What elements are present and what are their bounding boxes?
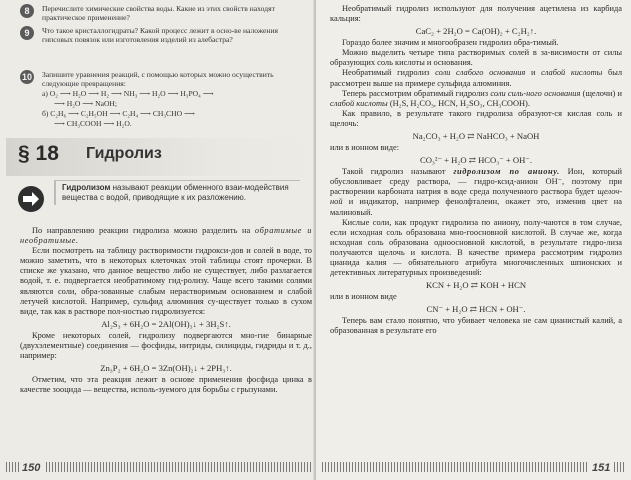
arrow-right-icon — [18, 186, 44, 212]
equation: CN⁻ + H₂O ⇄ HCN + OH⁻. — [426, 304, 526, 315]
question-number-badge: 10 — [21, 72, 32, 82]
paragraph: или в ионном виде: — [330, 143, 400, 153]
question-number-badge: 9 — [20, 26, 34, 40]
question-text: Запишите уравнения реакций, с помощью которых можно осуществить следующие превращения: — [42, 70, 274, 89]
emphasis-text: слабой кислоты — [330, 98, 388, 108]
question-8 — [20, 4, 310, 23]
definition-box — [18, 178, 308, 222]
paragraph — [330, 89, 622, 109]
reaction-chain-line: б) C₂H₆ ⟶ C₂H₅OH ⟶ C₂H₄ ⟶ CH₃CHO ⟶ — [42, 108, 195, 118]
definition-body: называют реакции обменного взаи-модействия вещества с водой, приводящие к их разложению. — [62, 183, 289, 202]
reaction-chain-line: а) O₂ ⟶ H₂O ⟶ H₂ ⟶ NH₃ ⟶ H₂O ⟶ H₃PO₄ ⟶ — [42, 88, 214, 98]
reaction-chain-line: ⟶ CH₃COOH ⟶ H₂O. — [54, 118, 132, 128]
paragraph — [330, 68, 622, 88]
equation: CaC₂ + 2H₂O = Ca(OH)₂ + C₂H₂↑. — [415, 26, 537, 37]
emphasis-text: соли силь-ного основания — [490, 88, 581, 98]
paragraph-text: Такой гидролиз называют — [342, 167, 446, 177]
definition-term: Гидролизом — [62, 183, 111, 192]
paragraph: Кислые соли, как продукт гидролиза по аниону, полу-чаются в том случае, если исходная соль образована мно-гоосновной кислотой. В случае же, когда исходная соль образована одноосновной кислотой, в результате гидро-лиза получаются щелочь и кислота. В качестве примера рассмотрим гидролиз цианида калия — обязательного атрибута многочисленных шпионских и детективных литературных произведений: — [330, 217, 622, 278]
footer-hatch — [322, 462, 588, 472]
section-title: Гидролиз — [86, 145, 162, 162]
paragraph-text: (H₂S, H₂CO₃, HCN, H₂SO₃, CH₃COOH). — [389, 98, 530, 108]
paragraph: Если посмотреть на таблицу растворимости гидрокси-дов и солей в воде, то можно заметить, что в некоторых клеточках этой таблицы стоят прочерки. В списке же указано, что данное вещество либо не существует, либо разлагается водой, т. е. подвергается необратимому гид-ролизу. Чаще всего такими солями являются соли, обра-зованные слабым нерастворимым основанием и слабой летучей кислотой. Например, сульфид алюминия су-ществует только в сухом виде, так как в растворе пол-ностью гидролизуется: — [20, 246, 312, 316]
paragraph: Необратимый гидролиз используют для получения ацетилена из карбида кальция: — [330, 4, 622, 24]
page-number: 151 — [592, 462, 611, 474]
paragraph: Как правило, в результате такого гидролиза образуют-ся кислая соль и щелочь: — [330, 108, 622, 128]
paragraph-text: Ион, который обусловливает среду раствора, — гидро-ксид-анион OH⁻, поэтому при растворении карбоната натрия в воде среда полученного раствора будет — [330, 167, 623, 197]
definition-text — [54, 180, 300, 205]
emphasis-text: обратимые и необратимые. — [20, 226, 313, 246]
paragraph — [330, 167, 622, 217]
emphasis-text: слабой кислоты — [541, 68, 603, 78]
right-body-text — [330, 4, 622, 336]
paragraph: Теперь вам стало понятно, что убивает человека не сам цианистый калий, а образованная в результате его — [330, 316, 622, 336]
question-10 — [20, 70, 310, 129]
question-text: Что такое кристаллогидраты? Какой процесс лежит в осно-ве наложения гипсовых повязок или изготовления изделий из алебастра? — [42, 26, 279, 45]
page-corner-hatch — [6, 462, 20, 472]
right-page — [316, 0, 631, 480]
equation: Zn₃P₂ + 6H₂O = 3Zn(OH)₂↓ + 2PH₃↑. — [100, 363, 232, 374]
paragraph-text: был рассмотрен выше на примере сульфида алюминия. — [330, 68, 623, 88]
paragraph-text: и индикатор, например фенолфталеин, окажет это, изменив цвет на малиновый. — [330, 197, 622, 217]
equation: CO₃²⁻ + H₂O ⇄ HCO₃⁻ + OH⁻. — [419, 155, 532, 166]
paragraph-text: По направлению реакции гидролиза можно разделить на — [32, 226, 251, 235]
emphasis-text: соли слабого основания — [435, 68, 526, 78]
paragraph-text: (щелочи) и — [582, 88, 622, 98]
question-9 — [20, 26, 310, 45]
section-number: § 18 — [18, 142, 59, 165]
footer-hatch — [46, 462, 312, 472]
paragraph-text: Теперь рассмотрим обратимый гидролиз — [342, 88, 489, 98]
question-number-badge: 8 — [20, 4, 34, 18]
paragraph: Гораздо более значим и многообразен гидролиз обра-тимый. — [342, 38, 559, 48]
emphasis-text: щелоч-ной — [330, 187, 623, 207]
paragraph-text: и — [530, 68, 536, 78]
paragraph: Кроме некоторых солей, гидролизу подвергаются мно-гие бинарные (двухэлементные) соединения — фосфиды, нитриды, силициды, гидриды и т. д., например: — [20, 330, 312, 361]
paragraph — [20, 226, 312, 246]
equation: Na₂CO₃ + H₂O ⇄ NaHCO₃ + NaOH — [412, 131, 540, 142]
left-body-text — [20, 226, 312, 395]
paragraph: или в ионном виде — [330, 292, 397, 302]
section-header — [6, 138, 312, 176]
reaction-chain-line: ⟶ H₂O ⟶ NaOH; — [54, 98, 118, 108]
paragraph: Можно выделить четыре типа растворимых солей в за-висимости от силы образующих соль кислоты и основания. — [330, 48, 622, 68]
page-number: 150 — [22, 462, 41, 474]
equation: Al₂S₃ + 6H₂O = 2Al(OH)₃↓ + 3H₂S↑. — [101, 318, 231, 329]
emphasis-text: гидролизом по аниону. — [453, 167, 560, 177]
paragraph-text: Необратимый гидролиз — [342, 68, 430, 78]
question-text: Перечислите химические свойства воды. Какие из этих свойств находят практическое применение? — [42, 4, 275, 23]
page-corner-hatch — [614, 462, 626, 472]
equation: KCN + H₂O ⇄ KOH + HCN — [425, 280, 527, 291]
paragraph: Отметим, что эта реакция лежит в основе применения фосфида цинка в качестве зооцида — вещества, исполь-зуемого для борьбы с грызунами. — [20, 375, 312, 395]
